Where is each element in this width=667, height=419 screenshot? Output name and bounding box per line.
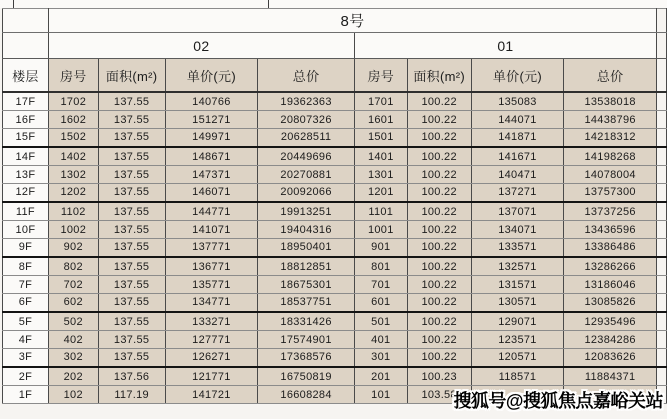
area-cell-01: 100.22	[407, 111, 471, 129]
room-header-02: 房号	[48, 59, 98, 93]
sheet-edge-cell	[656, 92, 666, 111]
sheet-edge-cell	[656, 257, 666, 276]
area-cell-02: 137.55	[98, 183, 165, 202]
total-price-cell-02: 19913251	[258, 202, 355, 221]
room-cell-02: 702	[48, 276, 98, 294]
room-cell-02: 1602	[48, 111, 98, 129]
room-cell-01: 901	[354, 238, 407, 257]
area-cell-02: 137.55	[98, 293, 165, 312]
building-title-row	[3, 9, 667, 33]
sheet-edge-cell	[656, 331, 666, 349]
floor-cell: 7F	[3, 276, 49, 294]
sheet-edge-cell	[656, 147, 666, 166]
unit-01-label: 01	[354, 33, 656, 59]
room-cell-01: 1201	[354, 183, 407, 202]
sohu-watermark: 搜狐号@搜狐焦点嘉峪关站	[453, 391, 663, 411]
total-price-cell-01: 11884371	[564, 367, 657, 386]
floor-cell: 11F	[3, 202, 49, 221]
unit-price-cell-01: 130571	[471, 293, 564, 312]
area-cell-02: 137.55	[98, 147, 165, 166]
total-price-cell-01: 13436596	[564, 221, 657, 239]
total-price-cell-01: 13757300	[564, 183, 657, 202]
unit-price-cell-02: 135771	[165, 276, 258, 294]
area-cell-02: 137.55	[98, 221, 165, 239]
room-cell-02: 1402	[48, 147, 98, 166]
room-cell-01: 401	[354, 331, 407, 349]
total-price-cell-02: 18812851	[258, 257, 355, 276]
room-cell-02: 1702	[48, 92, 98, 111]
total-price-cell-01: 13386486	[564, 238, 657, 257]
total-price-cell-01: 14198268	[564, 147, 657, 166]
unit-price-cell-01: 118571	[471, 367, 564, 386]
room-cell-02: 1202	[48, 183, 98, 202]
floor-cell: 12F	[3, 183, 49, 202]
floor-cell: 4F	[3, 331, 49, 349]
unit-price-cell-01: 123571	[471, 331, 564, 349]
sheet-edge-cell	[656, 312, 666, 331]
area-cell-01: 100.22	[407, 312, 471, 331]
floor-cell: 6F	[3, 293, 49, 312]
unit-price-cell-01: 134071	[471, 221, 564, 239]
area-cell-01: 100.22	[407, 128, 471, 147]
grid-line-fragment	[13, 0, 14, 8]
total-price-cell-02: 20807326	[258, 111, 355, 129]
sheet-edge-cell	[656, 128, 666, 147]
room-cell-01: 701	[354, 276, 407, 294]
area-cell-01: 100.22	[407, 202, 471, 221]
table-row	[3, 111, 667, 129]
area-cell-02: 137.56	[98, 367, 165, 386]
unit-price-header-02: 单价(元)	[165, 59, 258, 93]
floor-cell: 15F	[3, 128, 49, 147]
room-cell-02: 1002	[48, 221, 98, 239]
sheet-edge-cell	[656, 111, 666, 129]
room-cell-01: 1401	[354, 147, 407, 166]
sheet-edge-cell	[656, 33, 666, 59]
grid-line-fragment	[268, 0, 269, 8]
total-price-cell-02: 19404316	[258, 221, 355, 239]
total-price-cell-02: 20628511	[258, 128, 355, 147]
total-price-cell-02: 19362363	[258, 92, 355, 111]
building-title: 8号	[48, 9, 656, 33]
area-cell-01: 100.22	[407, 348, 471, 367]
floor-cell: 16F	[3, 111, 49, 129]
area-cell-01: 100.22	[407, 331, 471, 349]
area-cell-02: 117.19	[98, 386, 165, 404]
room-cell-01: 1001	[354, 221, 407, 239]
table-row	[3, 128, 667, 147]
total-price-cell-02: 17368576	[258, 348, 355, 367]
unit-price-cell-02: 151271	[165, 111, 258, 129]
room-cell-01: 201	[354, 367, 407, 386]
room-cell-02: 1302	[48, 166, 98, 184]
unit-price-cell-02: 147371	[165, 166, 258, 184]
total-price-cell-01: 13737256	[564, 202, 657, 221]
floor-cell: 14F	[3, 147, 49, 166]
area-cell-01: 100.23	[407, 367, 471, 386]
unit-price-cell-01: 133571	[471, 238, 564, 257]
area-cell-02: 137.55	[98, 202, 165, 221]
table-row	[3, 331, 667, 349]
unit-price-cell-02: 141721	[165, 386, 258, 404]
area-cell-01: 100.22	[407, 221, 471, 239]
total-price-cell-01: 12083626	[564, 348, 657, 367]
floor-cell: 9F	[3, 238, 49, 257]
total-price-cell-02: 20449696	[258, 147, 355, 166]
unit-price-cell-02: 148671	[165, 147, 258, 166]
area-cell-01: 100.22	[407, 166, 471, 184]
total-price-cell-02: 18331426	[258, 312, 355, 331]
table-row	[3, 92, 667, 111]
room-cell-02: 802	[48, 257, 98, 276]
table-row	[3, 348, 667, 367]
unit-price-cell-02: 146071	[165, 183, 258, 202]
unit-price-cell-01: 135083	[471, 92, 564, 111]
floor-cell: 17F	[3, 92, 49, 111]
floor-cell: 1F	[3, 386, 49, 404]
total-price-cell-02: 16750819	[258, 367, 355, 386]
area-header-02: 面积(m²)	[98, 59, 165, 93]
room-cell-01: 1101	[354, 202, 407, 221]
total-price-cell-01: 14438796	[564, 111, 657, 129]
total-price-cell-01: 13286266	[564, 257, 657, 276]
area-cell-02: 137.55	[98, 348, 165, 367]
floor-header: 楼层	[3, 59, 49, 93]
table-row	[3, 183, 667, 202]
table-row	[3, 257, 667, 276]
table-row	[3, 147, 667, 166]
room-cell-02: 1502	[48, 128, 98, 147]
room-cell-02: 302	[48, 348, 98, 367]
total-price-cell-01: 12384286	[564, 331, 657, 349]
area-cell-02: 137.55	[98, 257, 165, 276]
area-cell-02: 137.55	[98, 312, 165, 331]
area-cell-02: 137.55	[98, 111, 165, 129]
area-cell-02: 137.55	[98, 276, 165, 294]
sheet-edge-cell	[656, 221, 666, 239]
area-cell-01: 103.58	[407, 386, 471, 404]
room-cell-02: 1102	[48, 202, 98, 221]
area-cell-01: 100.22	[407, 238, 471, 257]
sheet-edge-cell	[656, 276, 666, 294]
sheet-edge-cell	[656, 183, 666, 202]
room-cell-01: 1301	[354, 166, 407, 184]
unit-group-row	[3, 33, 667, 59]
unit-price-cell-02: 149971	[165, 128, 258, 147]
area-cell-02: 137.55	[98, 238, 165, 257]
room-cell-01: 1701	[354, 92, 407, 111]
unit-price-cell-01: 144071	[471, 111, 564, 129]
unit-price-cell-02: 144771	[165, 202, 258, 221]
total-price-cell-02: 18537751	[258, 293, 355, 312]
unit-price-cell-02: 121771	[165, 367, 258, 386]
unit-price-cell-02: 127771	[165, 331, 258, 349]
unit-price-cell-01: 132571	[471, 257, 564, 276]
table-row	[3, 221, 667, 239]
sheet-edge-cell	[656, 293, 666, 312]
room-cell-01: 1601	[354, 111, 407, 129]
area-header-01: 面积(m²)	[407, 59, 471, 93]
table-row	[3, 202, 667, 221]
area-cell-01: 100.22	[407, 147, 471, 166]
floor-cell: 10F	[3, 221, 49, 239]
room-cell-02: 402	[48, 331, 98, 349]
room-cell-01: 1501	[354, 128, 407, 147]
area-cell-01: 100.22	[407, 92, 471, 111]
sheet-edge-cell	[656, 59, 666, 93]
table-row	[3, 293, 667, 312]
total-price-cell-02: 18950401	[258, 238, 355, 257]
floor-cell: 13F	[3, 166, 49, 184]
unit-price-cell-02: 141071	[165, 221, 258, 239]
sheet-edge-cell	[656, 348, 666, 367]
floor-cell: 2F	[3, 367, 49, 386]
floor-cell: 8F	[3, 257, 49, 276]
unit-price-cell-02: 126271	[165, 348, 258, 367]
unit-price-cell-01: 140471	[471, 166, 564, 184]
table-row	[3, 166, 667, 184]
total-price-cell-01: 13186046	[564, 276, 657, 294]
room-cell-02: 502	[48, 312, 98, 331]
table-row	[3, 312, 667, 331]
room-cell-02: 902	[48, 238, 98, 257]
building-price-table	[2, 8, 667, 404]
area-cell-02: 137.55	[98, 166, 165, 184]
unit-price-cell-02: 136771	[165, 257, 258, 276]
unit-price-cell-02: 134771	[165, 293, 258, 312]
total-price-header-02: 总价	[258, 59, 355, 93]
sheet-edge-cell	[656, 202, 666, 221]
total-price-cell-02: 18675301	[258, 276, 355, 294]
sheet-edge-cell	[656, 367, 666, 386]
room-cell-02: 602	[48, 293, 98, 312]
room-header-01: 房号	[354, 59, 407, 93]
table-row	[3, 367, 667, 386]
area-cell-02: 137.55	[98, 331, 165, 349]
room-cell-01: 601	[354, 293, 407, 312]
total-price-cell-01: 12935496	[564, 312, 657, 331]
corner-cell	[3, 9, 49, 33]
area-cell-01: 100.22	[407, 183, 471, 202]
room-cell-01: 501	[354, 312, 407, 331]
unit-price-cell-01: 141871	[471, 128, 564, 147]
unit-price-cell-02: 137771	[165, 238, 258, 257]
cropped-previous-row	[0, 0, 667, 8]
room-cell-01: 301	[354, 348, 407, 367]
unit-price-cell-02: 140766	[165, 92, 258, 111]
floor-cell: 5F	[3, 312, 49, 331]
unit-02-label: 02	[48, 33, 354, 59]
sheet-edge-cell	[656, 166, 666, 184]
room-cell-02: 102	[48, 386, 98, 404]
area-cell-01: 100.22	[407, 257, 471, 276]
total-price-cell-01: 13085826	[564, 293, 657, 312]
unit-price-cell-01: 129071	[471, 312, 564, 331]
column-header-row	[3, 59, 667, 93]
table-row	[3, 238, 667, 257]
corner-cell	[3, 33, 49, 59]
area-cell-01: 100.22	[407, 293, 471, 312]
unit-price-cell-02: 133271	[165, 312, 258, 331]
sheet-edge-cell	[656, 238, 666, 257]
unit-price-cell-01: 137071	[471, 202, 564, 221]
area-cell-01: 100.22	[407, 276, 471, 294]
unit-price-cell-01: 120571	[471, 348, 564, 367]
room-cell-01: 101	[354, 386, 407, 404]
total-price-cell-02: 16608284	[258, 386, 355, 404]
unit-price-cell-01: 137271	[471, 183, 564, 202]
total-price-header-01: 总价	[564, 59, 657, 93]
area-cell-02: 137.55	[98, 92, 165, 111]
total-price-cell-02: 17574901	[258, 331, 355, 349]
sheet-edge-cell	[656, 9, 666, 33]
total-price-cell-01: 14218312	[564, 128, 657, 147]
table-row	[3, 276, 667, 294]
total-price-cell-01: 13538018	[564, 92, 657, 111]
total-price-cell-02: 20270881	[258, 166, 355, 184]
unit-price-header-01: 单价(元)	[471, 59, 564, 93]
area-cell-02: 137.55	[98, 128, 165, 147]
unit-price-cell-01: 131571	[471, 276, 564, 294]
unit-price-cell-01: 141671	[471, 147, 564, 166]
total-price-cell-01: 14078004	[564, 166, 657, 184]
room-cell-01: 801	[354, 257, 407, 276]
floor-cell: 3F	[3, 348, 49, 367]
room-cell-02: 202	[48, 367, 98, 386]
total-price-cell-02: 20092066	[258, 183, 355, 202]
